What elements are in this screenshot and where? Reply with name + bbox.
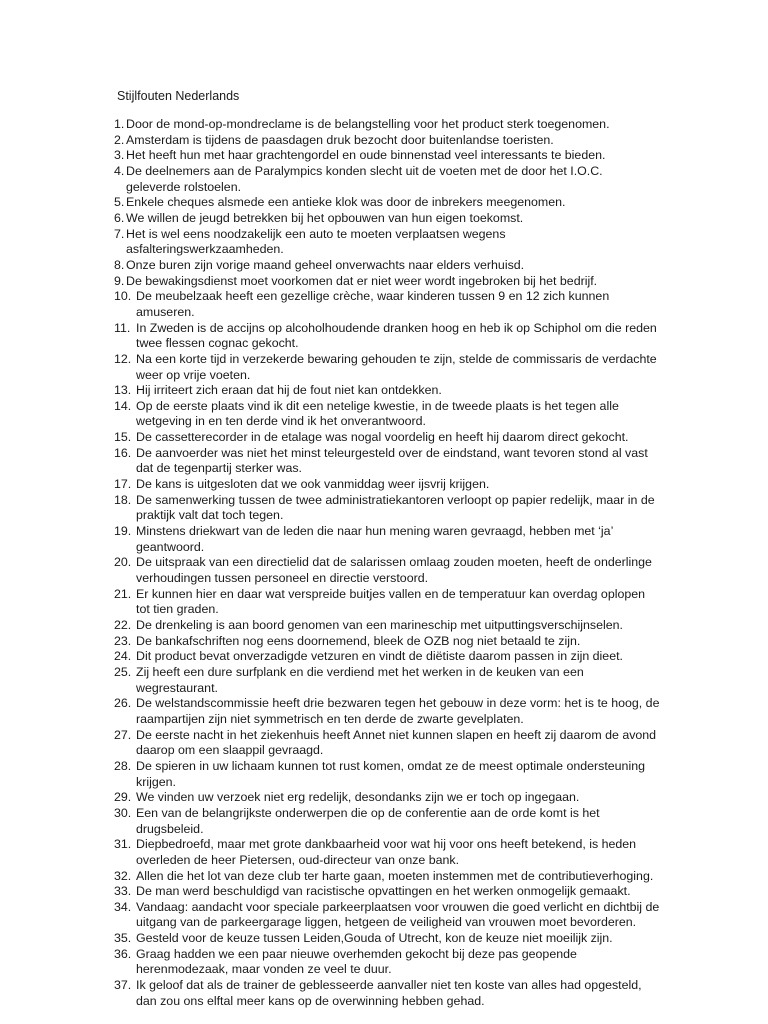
item-text: De welstandscommissie heeft drie bezwaren tegen het gebouw in deze vorm: het is te hoog, de raampartijen zijn niet symmetrisch en ten derde de zwarte gevelplaten. [136,696,660,726]
list-item [114,555,660,586]
list-item [114,587,660,618]
item-text: De kans is uitgesloten dat we ook vanmiddag weer ijsvrij krijgen. [136,477,490,492]
item-number: 9. [114,273,125,288]
list-item [114,806,660,837]
item-text: Amsterdam is tijdens de paasdagen druk bezocht door buitenlandse toeristen. [126,132,554,147]
item-number: 3. [114,148,125,163]
list-item [114,164,660,195]
item-number: 22. [114,618,132,632]
item-number: 8. [114,257,125,272]
item-number: 34. [114,899,132,914]
item-number: 5. [114,195,125,210]
item-number: 18. [114,492,132,507]
list-item [114,399,660,430]
item-text: Graag hadden we een paar nieuwe overhemden gekocht bij deze pas geopende herenmodezaak, maar vonden ze veel te duur. [136,946,577,977]
item-text: Vandaag: aandacht voor speciale parkeerplaatsen voor vrouwen die goed verlicht en dichtbij de uitgang van de parkeergarage liggen, hetgeen de veiligheid van vrouwen moet bevorderen. [136,899,660,930]
list-item [114,227,660,258]
item-number: 15. [114,430,132,445]
item-number: 11. [114,320,131,335]
item-number: 4. [114,163,125,178]
item-text: De man werd beschuldigd van racistische opvattingen en het werken onmogelijk gemaakt. [136,884,631,899]
item-number: 35. [114,931,132,946]
item-number: 1. [114,117,125,131]
item-number: 17. [114,477,132,492]
list-item [114,289,660,320]
item-text: Gesteld voor de keuze tussen Leiden,Gouda of Utrecht, kon de keuze niet moeilijk zijn. [136,931,613,946]
list-item [114,728,660,759]
item-text: De spieren in uw lichaam kunnen tot rust komen, omdat ze de meest optimale ondersteuning krijgen. [136,758,645,789]
item-text: Dit product bevat onverzadigde vetzuren en vindt de diëtiste daarom passen in zijn dieet. [136,649,623,664]
list-item [114,947,660,978]
item-number: 2. [114,132,125,147]
item-number: 27. [114,727,132,742]
item-number: 21. [114,586,132,601]
item-text: Het is wel eens noodzakelijk een auto te moeten verplaatsen wegens asfalteringswerkzaamheden. [126,226,506,257]
item-text: De bewakingsdienst moet voorkomen dat er niet weer wordt ingebroken bij het bedrijf. [126,273,598,288]
sentence-list [114,117,660,1009]
list-item [114,117,660,133]
item-text: De cassetterecorder in de etalage was nogal voordelig en heeft hij daarom direct gekocht. [136,430,629,445]
list-item [114,884,660,900]
list-item [114,649,660,665]
list-item [114,477,660,493]
list-item [114,759,660,790]
item-number: 32. [114,868,132,883]
item-number: 31. [114,837,132,852]
item-text: Enkele cheques alsmede een antieke klok was door de inbrekers meegenomen. [126,195,566,210]
item-number: 16. [114,445,132,460]
item-text: Hij irriteert zich eraan dat hij de fout niet kan ontdekken. [136,383,442,398]
list-item [114,931,660,947]
item-text: De deelnemers aan de Paralympics konden slecht uit de voeten met de door het I.O.C. geleverde rolstoelen. [126,163,603,194]
item-text: Er kunnen hier en daar wat verspreide buitjes vallen en de temperatuur kan overdag oplopen tot tien graden. [136,586,646,617]
list-item [114,493,660,524]
item-number: 23. [114,633,132,648]
list-item [114,837,660,868]
item-number: 10. [114,289,132,304]
list-item [114,195,660,211]
item-text: Diepbedroefd, maar met grote dankbaarheid voor wat hij voor ons heeft betekend, is heden overleden de heer Pietersen, oud-directeur van onze bank. [136,837,637,867]
item-number: 20. [114,555,132,570]
item-text: Door de mond-op-mondreclame is de belangstelling voor het product sterk toegenomen. [126,117,610,131]
list-item [114,258,660,274]
item-number: 19. [114,524,132,539]
list-item [114,900,660,931]
item-text: Een van de belangrijkste onderwerpen die op de conferentie aan de orde komt is het drugsbeleid. [136,805,600,836]
item-number: 6. [114,210,125,225]
list-item [114,274,660,290]
item-text: De drenkeling is aan boord genomen van een marineschip met uitputtingsverschijnselen. [136,618,623,632]
item-number: 33. [114,884,132,899]
item-text: Minstens driekwart van de leden die naar hun mening waren gevraagd, hebben met ‘ja’ geantwoord. [136,524,613,554]
list-item [114,524,660,555]
item-text: Zij heeft een dure surfplank en die verdiend met het werken in de keuken van een wegrestaurant. [136,664,584,695]
item-number: 29. [114,790,132,805]
list-item [114,790,660,806]
item-number: 36. [114,946,132,961]
item-number: 12. [114,351,132,366]
item-text: Op de eerste plaats vind ik dit een netelige kwestie, in de tweede plaats is het tegen alle wetgeving in en ten derde vind ik het onverantwoord. [136,398,619,429]
document-title: Stijlfouten Nederlands [117,89,240,103]
list-item [114,148,660,164]
item-text: De bankafschriften nog eens doornemend, bleek de OZB nog niet betaald te zijn. [136,633,581,648]
list-item [114,133,660,149]
list-item [114,634,660,650]
list-item [114,321,660,352]
list-item [114,430,660,446]
list-item [114,211,660,227]
item-text: De samenwerking tussen de twee administratiekantoren verloopt op papier redelijk, maar in de praktijk valt dat toch tegen. [136,492,655,523]
item-text: De uitspraak van een directielid dat de salarissen omlaag zouden moeten, heeft de onderlinge verhoudingen tussen personeel en directie verstoord. [136,555,652,586]
item-text: In Zweden is de accijns op alcoholhoudende dranken hoog en heb ik op Schiphol om die reden twee flessen cognac gekocht. [136,320,657,351]
item-number: 25. [114,664,132,679]
list-item [114,869,660,885]
item-text: De aanvoerder was niet het minst teleurgesteld over de eindstand, want tevoren stond al vast dat de tegenpartij sterker was. [136,445,648,476]
list-item [114,978,660,1009]
item-number: 30. [114,805,132,820]
item-text: Allen die het lot van deze club ter harte gaan, moeten instemmen met de contributieverhoging. [136,868,654,883]
item-number: 13. [114,383,132,398]
item-text: Ik geloof dat als de trainer de geblesseerde aanvaller niet ten koste van alles had opgesteld, dan zou ons elftal meer kans op de overwinning hebben gehad. [136,978,642,1008]
list-item [114,446,660,477]
list-item [114,383,660,399]
item-number: 28. [114,758,132,773]
item-number: 26. [114,696,132,711]
item-number: 14. [114,398,132,413]
item-text: De eerste nacht in het ziekenhuis heeft Annet niet kunnen slapen en heeft zij daarom de avond daarop om een slaappil gevraagd. [136,727,657,758]
list-item [114,696,660,727]
item-number: 24. [114,649,132,664]
item-number: 7. [114,226,125,241]
item-text: De meubelzaak heeft een gezellige crèche, waar kinderen tussen 9 en 12 zich kunnen amuseren. [136,289,610,319]
item-text: Het heeft hun met haar grachtengordel en oude binnenstad veel interessants te bieden. [126,148,606,163]
item-text: Onze buren zijn vorige maand geheel onverwachts naar elders verhuisd. [126,257,525,272]
list-item [114,352,660,383]
item-text: We vinden uw verzoek niet erg redelijk, desondanks zijn we er toch op ingegaan. [136,790,580,805]
item-number: 37. [114,978,132,993]
list-item [114,665,660,696]
list-item [114,618,660,634]
item-text: Na een korte tijd in verzekerde bewaring gehouden te zijn, stelde de commissaris de verdachte weer op vrije voeten. [136,351,657,382]
item-text: We willen de jeugd betrekken bij het opbouwen van hun eigen toekomst. [126,210,524,225]
